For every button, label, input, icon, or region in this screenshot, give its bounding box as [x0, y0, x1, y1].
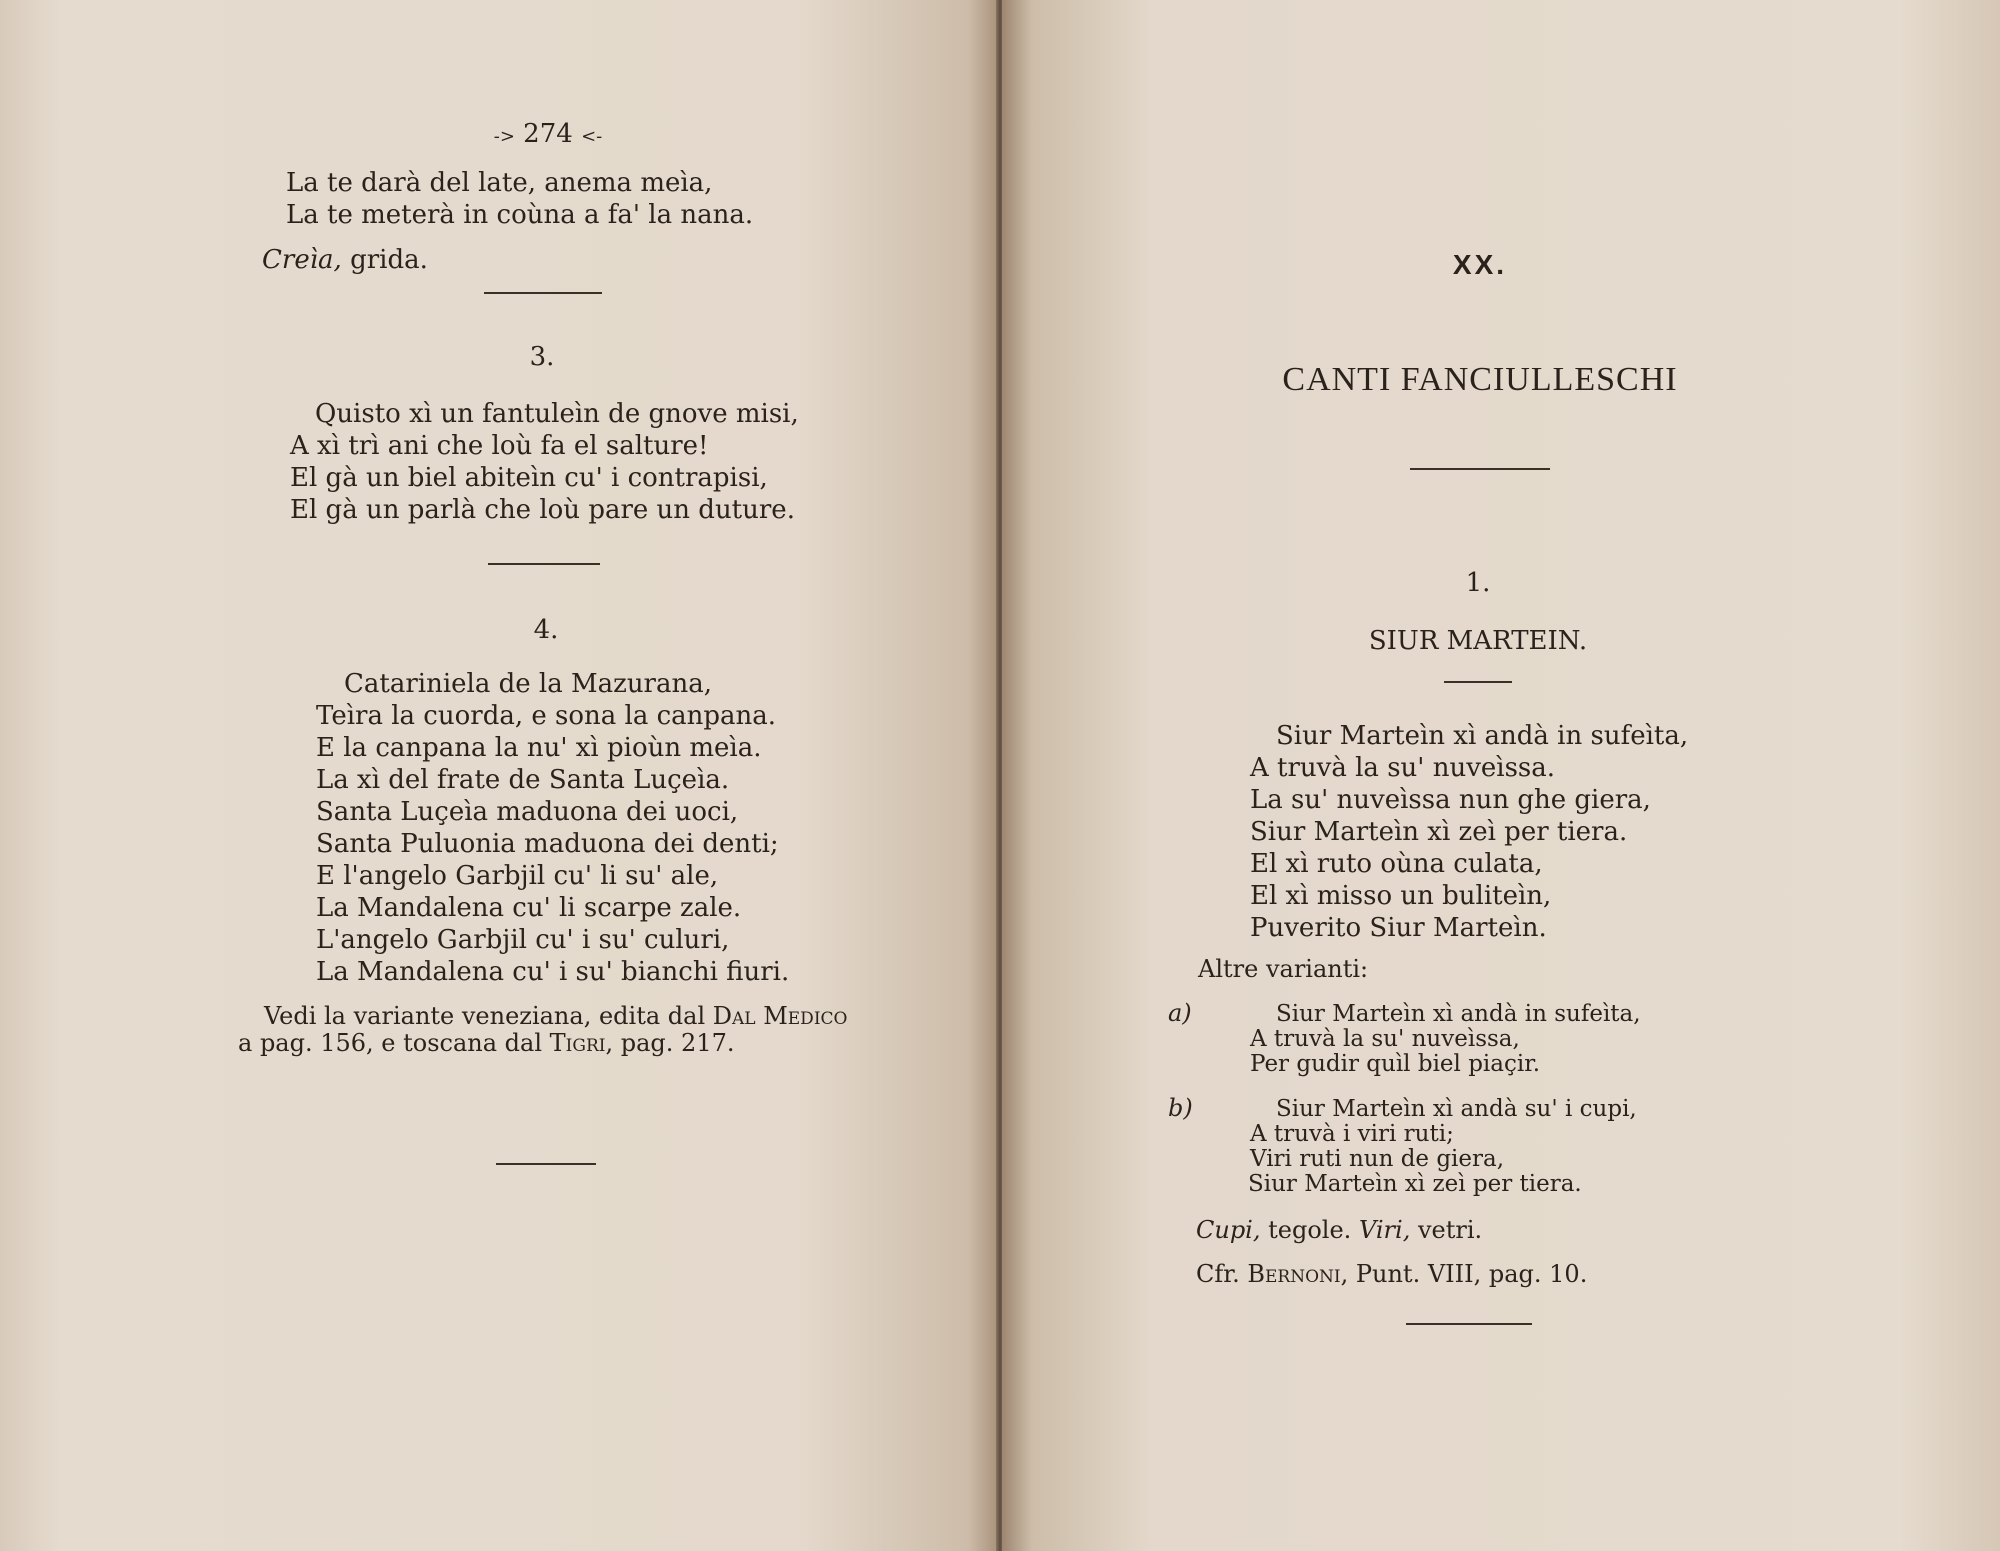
gloss-word: Viri,: [1358, 1216, 1411, 1244]
variant-line: Viri ruti nun de giera,: [1250, 1146, 1505, 1172]
chapter-title: CANTI FANCIULLESCHI: [1282, 361, 1678, 398]
variant-label: b): [1168, 1094, 1193, 1122]
reference-author: Bernoni: [1247, 1260, 1341, 1288]
verse-line: Quisto xì un fantuleìn de gnove misi,: [315, 399, 799, 429]
verse-line: El gà un parlà che loù pare un duture.: [290, 495, 795, 525]
verse-line: Siur Marteìn xì zeì per tiera.: [1250, 817, 1628, 847]
gloss-word: Cupi,: [1196, 1216, 1261, 1244]
right-page: [1002, 0, 2000, 1551]
reference-text: , Punt. VIII, pag. 10.: [1340, 1260, 1588, 1288]
gloss-meaning: tegole.: [1268, 1216, 1352, 1244]
note-author: Tigri: [549, 1029, 606, 1057]
note-line: [264, 1002, 847, 1030]
section-divider: [488, 563, 600, 565]
gloss-meaning: grida.: [350, 245, 428, 275]
reference-line: [1196, 1260, 1587, 1288]
section-number: 4.: [533, 615, 559, 645]
verse-line: La Mandalena cu' li scarpe zale.: [316, 893, 742, 923]
verse-line: La Mandalena cu' i su' bianchi fiuri.: [316, 957, 790, 987]
verse-line: Catariniela de la Mazurana,: [344, 669, 712, 699]
gloss-line: [1196, 1216, 1482, 1244]
note-text: Vedi la variante veneziana, edita dal: [264, 1002, 706, 1030]
left-page: [0, 0, 998, 1551]
ornament-left: ->: [493, 126, 515, 147]
section-divider: [1406, 1323, 1532, 1325]
verse-line: A truvà la su' nuveìssa.: [1250, 753, 1556, 783]
gloss-line: [262, 244, 428, 276]
verse-line: La su' nuveìssa nun ghe giera,: [1250, 785, 1651, 815]
verse-line: A xì trì ani che loù fa el salture!: [290, 431, 709, 461]
section-number: 3.: [529, 342, 555, 372]
verse-line: E la canpana la nu' xì pioùn meìa.: [316, 733, 762, 763]
variants-label: Altre varianti:: [1198, 955, 1369, 983]
note-author: Dal Medico: [712, 1002, 848, 1030]
verse-line: El xì misso un buliteìn,: [1250, 881, 1552, 911]
variant-line: Siur Marteìn xì andà su' i cupi,: [1276, 1096, 1637, 1122]
section-divider: [1410, 468, 1550, 470]
section-divider: [496, 1163, 596, 1165]
chapter-number: XX.: [1452, 249, 1508, 280]
section-title: SIUR MARTEIN.: [1368, 626, 1588, 656]
verse-line: La te darà del late, anema meìa,: [286, 168, 713, 198]
reference-prefix: Cfr.: [1196, 1260, 1240, 1288]
gloss-meaning: vetri.: [1417, 1216, 1483, 1244]
verse-line: El gà un biel abiteìn cu' i contrapisi,: [290, 463, 768, 493]
variant-line: A truvà i viri ruti;: [1250, 1121, 1454, 1147]
variant-line: Siur Marteìn xì zeì per tiera.: [1248, 1171, 1582, 1197]
verse-line: La xì del frate de Santa Luçeìa.: [316, 765, 730, 795]
verse-line: El xì ruto oùna culata,: [1250, 849, 1543, 879]
section-divider: [484, 292, 602, 294]
verse-line: E l'angelo Garbjil cu' li su' ale,: [316, 861, 719, 891]
variant-line: Siur Marteìn xì andà in sufeìta,: [1276, 1001, 1641, 1027]
gloss-word: Creìa,: [262, 245, 342, 275]
page-number: 274: [523, 119, 573, 149]
variant-label: a): [1168, 999, 1192, 1027]
page-header: [494, 118, 603, 153]
note-line: [238, 1029, 735, 1057]
verse-line: Siur Marteìn xì andà in sufeìta,: [1276, 721, 1689, 751]
note-text: , pag. 217.: [605, 1029, 735, 1057]
variant-line: Per gudir quìl biel piaçir.: [1250, 1051, 1541, 1077]
ornament-right: <-: [581, 126, 603, 147]
verse-line: L'angelo Garbjil cu' i su' culuri,: [316, 925, 730, 955]
section-number: 1.: [1465, 568, 1491, 598]
note-text: a pag. 156, e toscana dal: [238, 1029, 543, 1057]
verse-line: Santa Luçeìa maduona dei uoci,: [316, 797, 739, 827]
verse-line: La te meterà in coùna a fa' la nana.: [286, 200, 754, 230]
verse-line: Santa Puluonia maduona dei denti;: [316, 829, 779, 859]
variant-line: A truvà la su' nuveìssa,: [1250, 1026, 1520, 1052]
section-divider: [1444, 681, 1512, 683]
verse-line: Puverito Siur Marteìn.: [1250, 913, 1547, 943]
verse-line: Teìra la cuorda, e sona la canpana.: [316, 701, 777, 731]
